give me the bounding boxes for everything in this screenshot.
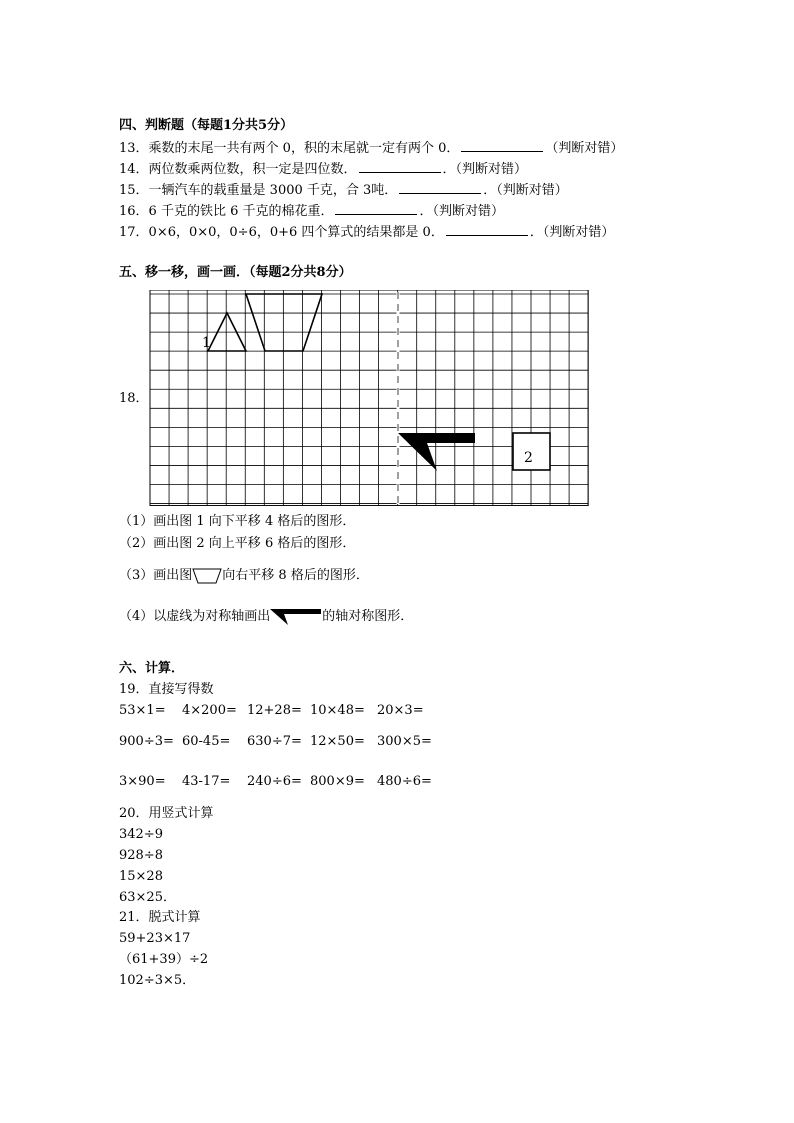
calc-item: 60-45= <box>182 734 231 749</box>
question-13 <box>119 139 623 157</box>
q14-suffix: ．（判断对错） <box>442 162 528 177</box>
section4-title: 四、判断题（每题1分共5分） <box>119 118 294 133</box>
sub-question-1: （1）画出图 1 向下平移 4 格后的图形． <box>119 514 356 529</box>
sub-question-2: （2）画出图 2 向上平移 6 格后的图形． <box>119 536 356 551</box>
q17-answer-blank[interactable] <box>446 223 528 236</box>
q17-text: 17．0×6，0×0，0÷6，0+6 四个算式的结果都是 0． <box>119 225 444 240</box>
trapezoid-icon <box>192 568 222 584</box>
calc-item: 800×9= <box>310 774 365 789</box>
vertical-calc-item: 928÷8 <box>119 848 163 863</box>
vertical-calc-item: 63×25． <box>119 890 176 905</box>
vertical-calc-item: 342÷9 <box>119 827 163 842</box>
sub4-pre: （4）以虚线为对称轴画出 <box>119 609 271 624</box>
question-15 <box>119 181 568 199</box>
calc-item: 12+28= <box>247 703 302 718</box>
calc-item: 480÷6= <box>377 774 432 789</box>
question-19-title: 19．直接写得数 <box>119 682 214 697</box>
calc-item: 300×5= <box>377 734 432 749</box>
vertical-calc-item: 15×28 <box>119 869 163 884</box>
calc-item: 3×90= <box>119 774 166 789</box>
calc-item: 240÷6= <box>247 774 302 789</box>
q15-suffix: ．（判断对错） <box>483 183 568 198</box>
q13-answer-blank[interactable] <box>461 139 543 152</box>
sub4-post: 的轴对称图形． <box>322 609 414 624</box>
calc-item: 10×48= <box>310 703 365 718</box>
question-16 <box>119 202 504 220</box>
q16-text: 16．6 千克的铁比 6 千克的棉花重． <box>119 204 334 219</box>
q15-answer-blank[interactable] <box>399 181 481 194</box>
oral-calc-row-2 <box>119 734 432 750</box>
grid-lines <box>150 290 588 506</box>
grid-svg <box>148 290 590 506</box>
calc-item: 4×200= <box>182 703 237 718</box>
section5-title: 五、移一移，画一画．（每题2分共8分） <box>119 265 352 280</box>
section6-title: 六、计算． <box>119 661 185 676</box>
stepwise-calc-item: 102÷3×5． <box>119 973 196 988</box>
calc-item: 900÷3= <box>119 734 174 749</box>
question-14 <box>119 160 527 178</box>
q14-text: 14．两位数乘两位数，积一定是四位数． <box>119 162 357 177</box>
q16-suffix: ．（判断对错） <box>419 204 504 219</box>
calc-item: 630÷7= <box>247 734 302 749</box>
calc-item: 43-17= <box>182 774 231 789</box>
q13-suffix: （判断对错） <box>545 141 624 156</box>
oral-calc-row-3 <box>119 774 432 790</box>
sub3-post: 向右平移 8 格后的图形． <box>222 568 369 583</box>
flag-icon <box>270 608 322 626</box>
trapezoid-shape <box>246 294 322 351</box>
question-18-label: 18． <box>119 391 149 406</box>
sub-question-3 <box>119 566 369 586</box>
question-20-title: 20．用竖式计算 <box>119 806 214 821</box>
drawing-grid[interactable] <box>148 290 590 506</box>
calc-item: 20×3= <box>377 703 424 718</box>
question-21-title: 21．脱式计算 <box>119 910 201 925</box>
oral-calc-row-1 <box>119 703 424 719</box>
calc-item: 12×50= <box>310 734 365 749</box>
q17-suffix: ．（判断对错） <box>529 225 615 240</box>
q14-answer-blank[interactable] <box>359 160 441 173</box>
q15-text: 15．一辆汽车的载重量是 3000 千克，合 3吨． <box>119 183 398 198</box>
shape1-label: 1 <box>202 335 211 351</box>
calc-item: 53×1= <box>119 703 166 718</box>
shape2-label: 2 <box>524 450 533 466</box>
sub-question-4 <box>119 607 413 627</box>
question-17 <box>119 223 614 241</box>
q16-answer-blank[interactable] <box>335 202 417 215</box>
sub3-pre: （3）画出图 <box>119 568 193 583</box>
q13-text: 13．乘数的末尾一共有两个 0，积的末尾就一定有两个 0． <box>119 141 460 156</box>
stepwise-calc-item: 59+23×17 <box>119 931 191 946</box>
stepwise-calc-item: （61+39）÷2 <box>119 952 209 967</box>
